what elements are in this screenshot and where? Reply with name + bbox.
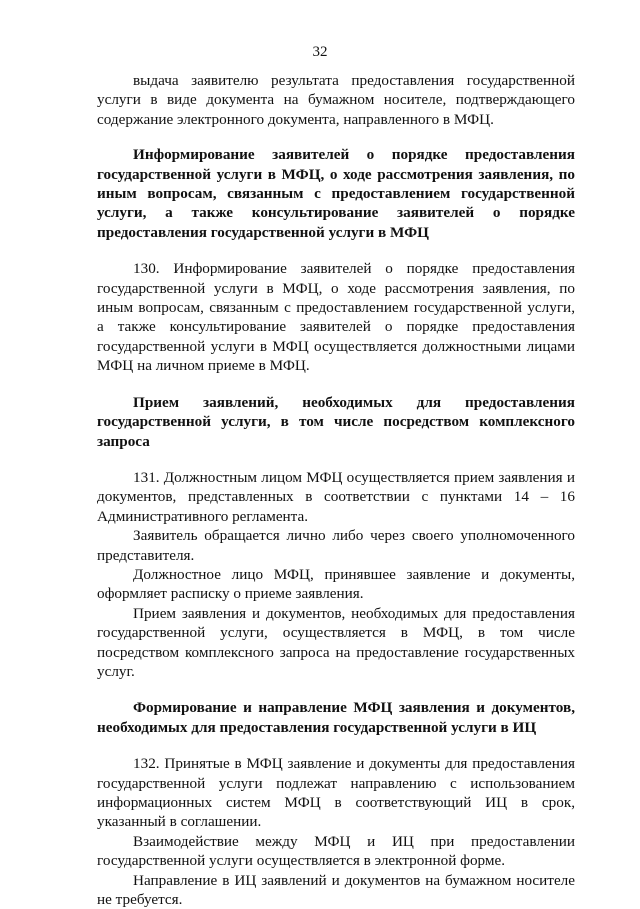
paragraph-paper-not-required: Направление в ИЦ заявлений и документов на бумажном носителе не требуется.	[97, 871, 575, 909]
section-heading-reception: Прием заявлений, необходимых для предоставления государственной услуги, в том числе посредством комплексного запроса	[97, 393, 575, 450]
section-heading-forwarding: Формирование и направление МФЦ заявления и документов, необходимых для предоставления государственной услуги в ИЦ	[97, 699, 575, 736]
paragraph-complex-request: Прием заявления и документов, необходимых для предоставления государственной услуги, осуществляется в МФЦ, в том числе посредством комплексного запроса на предоставление государственных услуг.	[97, 604, 575, 680]
section-heading-informing: Информирование заявителей о порядке предоставления государственной услуги в МФЦ, о ходе рассмотрения заявления, по иным вопросам, связанным с предоставлением государственной услуги, а также консультирование заявителей о порядке предоставления государственной услуги в МФЦ	[97, 146, 575, 241]
paragraph-receipt: Должностное лицо МФЦ, принявшее заявление и документы, оформляет расписку о приеме заявления.	[97, 565, 575, 603]
intro-paragraph: выдача заявителю результата предоставления государственной услуги в виде документа на бумажном носителе, подтверждающего содержание электронного документа, направленного в МФЦ.	[97, 72, 575, 128]
paragraph-interaction: Взаимодействие между МФЦ и ИЦ при предоставлении государственной услуги осуществляется в электронной форме.	[97, 832, 575, 870]
paragraph-132: 132. Принятые в МФЦ заявление и документы для предоставления государственной услуги подлежат направлению с использованием информационных систем МФЦ в соответствующий ИЦ в срок, указанный в соглашении.	[97, 755, 575, 831]
paragraph-applicant: Заявитель обращается лично либо через своего уполномоченного представителя.	[97, 527, 575, 564]
paragraph-130: 130. Информирование заявителей о порядке предоставления государственной услуги в МФЦ, о ходе рассмотрения заявления, по иным вопросам, связанным с предоставлением государственной услуги, а также консультирование заявителей о порядке предоставления государственной услуги в МФЦ осуществляется должностными лицами МФЦ на личном приеме в МФЦ.	[97, 260, 575, 375]
page-number: 32	[312, 44, 328, 60]
document-body	[97, 71, 575, 909]
paragraph-131: 131. Должностным лицом МФЦ осуществляется прием заявления и документов, представленных в соответствии с пунктами 14 – 16 Административного регламента.	[97, 468, 575, 525]
